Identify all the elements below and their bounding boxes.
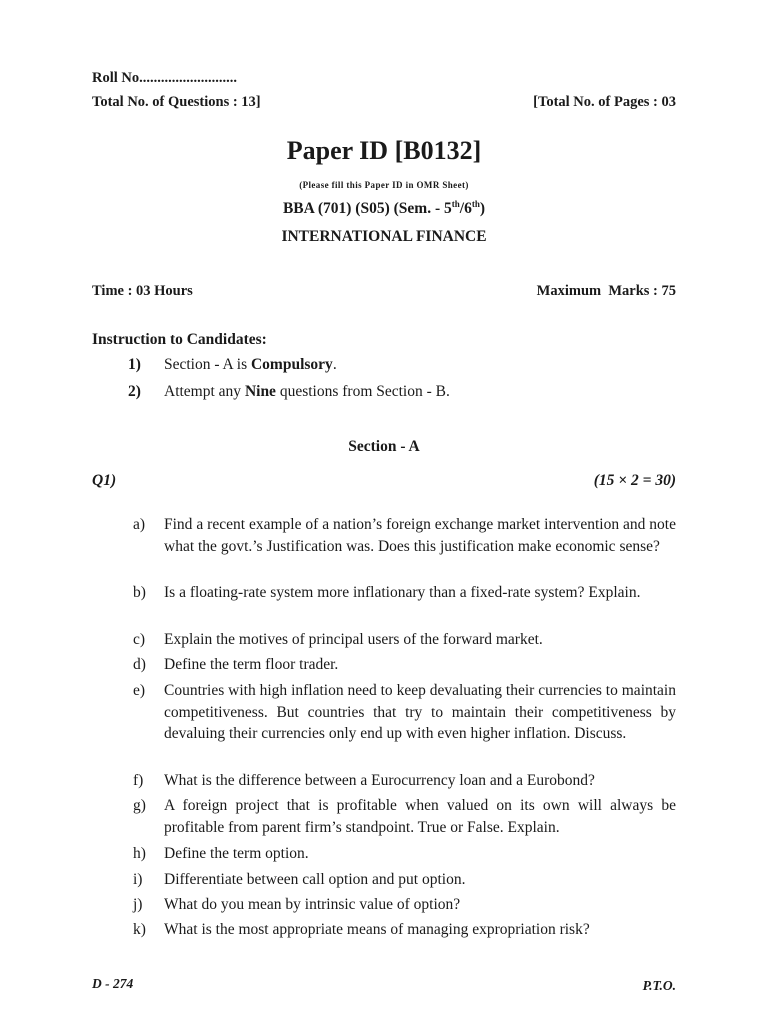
list-item: h) Define the term option. <box>133 845 309 862</box>
page-code: D - 274 <box>92 976 134 991</box>
total-pages: [Total No. of Pages : 03 <box>533 94 676 110</box>
omr-note: (Please fill this Paper ID in OMR Sheet) <box>299 180 469 190</box>
instruction-item: 1) Section - A is Compulsory. <box>128 356 337 373</box>
list-item: e) Countries with high inflation need to keep devaluating their currencies to maintain competitiveness. But countries that try to maintain their competitiveness by devaluing their currencies only end up with even higher inflation. Discuss. <box>133 682 676 742</box>
meta-row <box>92 283 676 300</box>
list-item: f) What is the difference between a Eurocurrency loan and a Eurobond? <box>133 772 595 789</box>
time: Time : 03 Hours <box>92 283 193 299</box>
list-item: g) A foreign project that is profitable when valued on its own will always be profitable from parent firm’s standpoint. True or False. Explain. <box>133 797 676 836</box>
roll-no: Roll No........................... <box>92 70 237 86</box>
subject-title: INTERNATIONAL FINANCE <box>281 228 487 245</box>
paper-title: Paper ID [B0132] <box>286 136 482 165</box>
list-item: c) Explain the motives of principal users of the forward market. <box>133 631 543 648</box>
question-marks: (15 × 2 = 30) <box>593 472 676 489</box>
list-item: k) What is the most appropriate means of managing expropriation risk? <box>133 921 590 938</box>
list-item: d) Define the term floor trader. <box>133 656 339 673</box>
instructions-heading: Instruction to Candidates: <box>92 331 267 348</box>
list-item: a) Find a recent example of a nation’s foreign exchange market intervention and note what the govt.’s Justification was. Does this justification make economic sense? <box>133 516 676 555</box>
max-marks: Maximum Marks : 75 <box>536 283 676 299</box>
section-title: Section - A <box>348 438 420 455</box>
question-row <box>92 472 676 490</box>
header-row <box>92 94 676 111</box>
course-code: BBA (701) (S05) (Sem. - 5th/6th) <box>282 199 486 217</box>
pto-label: P.T.O. <box>642 978 676 993</box>
list-item: i) Differentiate between call option and put option. <box>133 871 466 888</box>
total-questions: Total No. of Questions : 13] <box>92 94 261 110</box>
question-label: Q1) <box>92 472 117 489</box>
list-item: j) What do you mean by intrinsic value of option? <box>133 896 461 913</box>
instruction-item: 2) Attempt any Nine questions from Section - B. <box>128 383 450 400</box>
list-item: b) Is a floating-rate system more inflationary than a fixed-rate system? Explain. <box>133 584 641 601</box>
